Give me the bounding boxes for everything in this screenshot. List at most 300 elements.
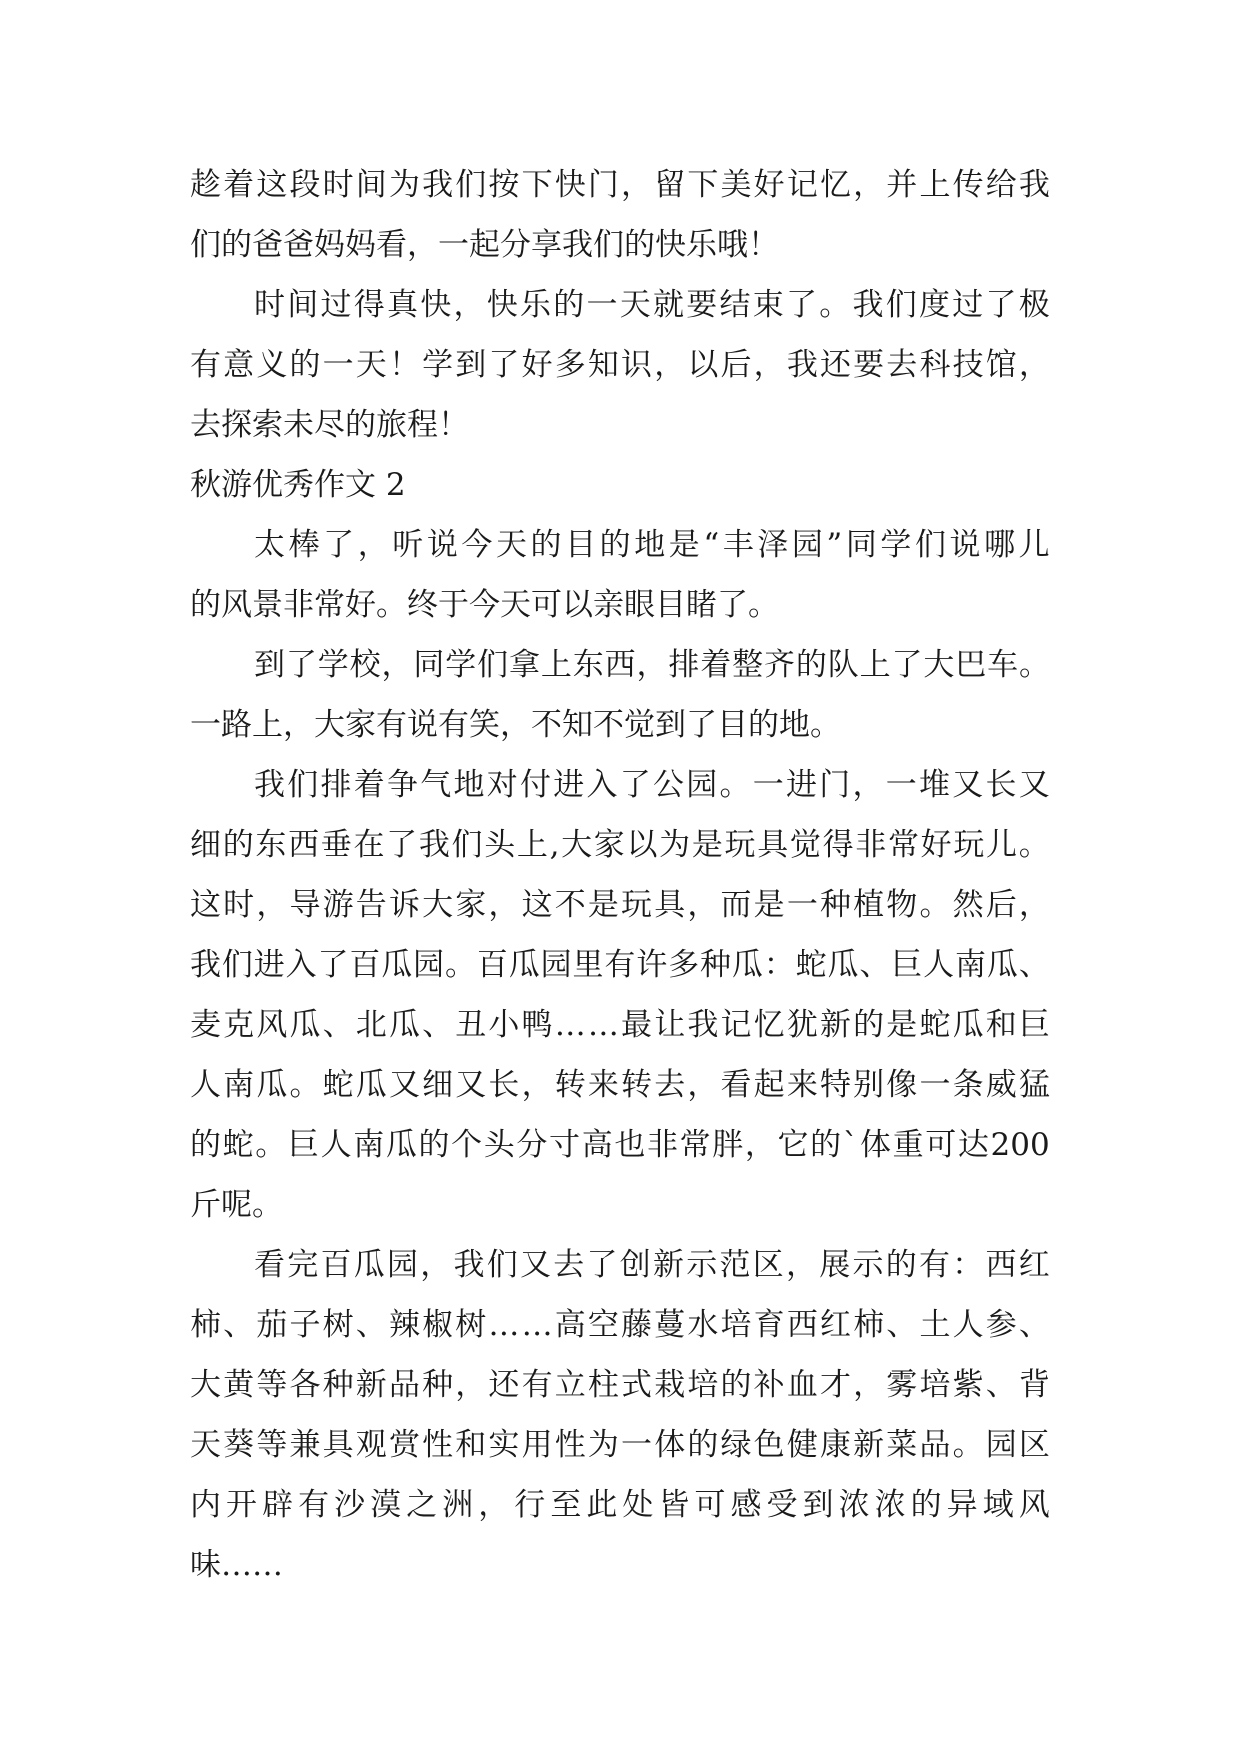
glyph: ， bbox=[478, 1487, 510, 1523]
glyph: 有 bbox=[190, 347, 221, 383]
glyph: 人 bbox=[952, 1307, 984, 1343]
glyph: 快 bbox=[420, 287, 452, 323]
glyph: 大 bbox=[422, 887, 454, 923]
glyph: 柱 bbox=[587, 1367, 619, 1403]
glyph: 一 bbox=[752, 767, 784, 803]
glyph: 式 bbox=[621, 1367, 653, 1403]
glyph: 我 bbox=[852, 287, 884, 323]
glyph: 了 bbox=[488, 347, 520, 383]
glyph: 泽 bbox=[757, 527, 789, 563]
glyph: 然 bbox=[952, 887, 984, 923]
glyph: 科 bbox=[919, 347, 951, 383]
glyph: 不 bbox=[554, 887, 586, 923]
glyph: 转 bbox=[554, 1067, 586, 1103]
glyph: 头 bbox=[483, 1127, 515, 1163]
glyph: 等 bbox=[256, 1427, 288, 1463]
glyph: 最 bbox=[621, 1007, 653, 1043]
glyph: ， bbox=[852, 767, 884, 803]
glyph: 记 bbox=[786, 167, 818, 203]
glyph: 辣 bbox=[388, 1307, 420, 1343]
glyph: 间 bbox=[355, 167, 387, 203]
text-line bbox=[190, 635, 1050, 695]
text-line bbox=[190, 815, 1050, 875]
glyph: 的 bbox=[810, 1127, 842, 1163]
glyph: 我 bbox=[786, 347, 818, 383]
text-line: 的风景非常好。终于今天可以亲眼目睹了。 bbox=[190, 587, 779, 623]
text-line: 味…… bbox=[190, 1547, 283, 1583]
text-line: 斤呢。 bbox=[190, 1187, 283, 1223]
glyph: 留 bbox=[654, 167, 686, 203]
glyph: ， bbox=[521, 1067, 553, 1103]
text-line bbox=[190, 1115, 1050, 1175]
glyph: 玩 bbox=[953, 827, 985, 863]
glyph: 还 bbox=[488, 1367, 520, 1403]
glyph: 好 bbox=[521, 347, 553, 383]
glyph: 说 bbox=[426, 527, 458, 563]
glyph: 就 bbox=[653, 287, 684, 323]
glyph: 体 bbox=[859, 1127, 891, 1163]
glyph: 范 bbox=[719, 1247, 751, 1283]
glyph: ， bbox=[381, 647, 413, 683]
glyph: 培 bbox=[919, 1367, 951, 1403]
glyph: 又 bbox=[952, 767, 984, 803]
glyph: 上 bbox=[919, 167, 951, 203]
text-line bbox=[190, 515, 1050, 575]
glyph: 拿 bbox=[509, 647, 540, 683]
glyph: 玩 bbox=[621, 887, 653, 923]
glyph: 忆 bbox=[819, 167, 851, 203]
glyph: 藤 bbox=[621, 1307, 653, 1343]
glyph: 按 bbox=[488, 167, 520, 203]
glyph: 沙 bbox=[334, 1487, 366, 1523]
glyph: 天 bbox=[190, 1427, 221, 1463]
glyph: 北 bbox=[355, 1007, 387, 1043]
glyph: 细 bbox=[190, 827, 221, 863]
glyph: 域 bbox=[982, 1487, 1014, 1523]
glyph: 而 bbox=[720, 887, 752, 923]
glyph: 新 bbox=[819, 1007, 851, 1043]
glyph: 的 bbox=[289, 347, 321, 383]
glyph: 们 bbox=[486, 1247, 518, 1283]
glyph: 天 bbox=[495, 527, 527, 563]
glyph: 分 bbox=[516, 1127, 548, 1163]
glyph: 、 bbox=[886, 1307, 918, 1343]
glyph: 南 bbox=[353, 1127, 385, 1163]
glyph: 整 bbox=[732, 647, 764, 683]
glyph: … bbox=[521, 1307, 553, 1343]
glyph: 种 bbox=[422, 1367, 454, 1403]
glyph: 的 bbox=[720, 1367, 752, 1403]
glyph: 又 bbox=[520, 1247, 551, 1283]
glyph: 了 bbox=[891, 647, 923, 683]
glyph: 的 bbox=[418, 1127, 450, 1163]
glyph: 传 bbox=[952, 167, 984, 203]
glyph: 威 bbox=[985, 1067, 1017, 1103]
glyph: 里 bbox=[572, 947, 604, 983]
glyph: 天 bbox=[355, 347, 387, 383]
text-line bbox=[190, 1235, 1050, 1295]
text-line: 去探索未尽的旅程！ bbox=[190, 407, 469, 443]
glyph: 极 bbox=[1018, 287, 1050, 323]
glyph: 蛇 bbox=[795, 947, 827, 983]
glyph: 了 bbox=[619, 767, 651, 803]
glyph: 健 bbox=[786, 1427, 818, 1463]
glyph: 堆 bbox=[919, 767, 950, 803]
glyph: 蛇 bbox=[222, 1127, 254, 1163]
glyph: ， bbox=[853, 1367, 885, 1403]
glyph: 意 bbox=[223, 347, 255, 383]
glyph: 瓜 bbox=[289, 1007, 321, 1043]
glyph: 巨 bbox=[1018, 1007, 1050, 1043]
glyph: 和 bbox=[985, 1007, 1017, 1043]
glyph: 新 bbox=[653, 1247, 684, 1283]
glyph: 人 bbox=[190, 1067, 221, 1103]
glyph: 育 bbox=[753, 1307, 785, 1343]
glyph: 康 bbox=[819, 1427, 851, 1463]
glyph: 玩 bbox=[724, 827, 756, 863]
glyph: 人 bbox=[923, 947, 955, 983]
glyph: ， bbox=[744, 1127, 776, 1163]
glyph: 园 bbox=[791, 527, 823, 563]
glyph: 下 bbox=[521, 167, 553, 203]
glyph: 以 bbox=[687, 347, 719, 383]
glyph: 去 bbox=[886, 347, 918, 383]
section-heading: 秋游优秀作文 2 bbox=[190, 467, 406, 503]
text-line bbox=[190, 995, 1050, 1055]
glyph: 排 bbox=[668, 647, 700, 683]
glyph: 小 bbox=[488, 1007, 520, 1043]
glyph: 是 bbox=[691, 827, 723, 863]
glyph: 瓜 bbox=[355, 1067, 387, 1103]
text-line bbox=[190, 935, 1050, 995]
glyph: 同 bbox=[413, 647, 445, 683]
glyph: 快 bbox=[554, 167, 586, 203]
glyph: 同 bbox=[845, 527, 877, 563]
glyph: 条 bbox=[952, 1067, 984, 1103]
glyph: 家 bbox=[593, 827, 625, 863]
glyph: ， bbox=[786, 1247, 817, 1283]
glyph: 椒 bbox=[422, 1307, 454, 1343]
glyph: 是 bbox=[668, 527, 700, 563]
glyph: 体 bbox=[654, 1427, 686, 1463]
glyph: 。 bbox=[719, 767, 751, 803]
text-line: 一路上，大家有说有笑，不知不觉到了目的地。 bbox=[190, 707, 841, 743]
glyph: 园 bbox=[540, 947, 572, 983]
glyph: 头 bbox=[484, 827, 516, 863]
glyph: 之 bbox=[406, 1487, 438, 1523]
glyph: 太 bbox=[254, 527, 285, 563]
glyph: 学 bbox=[317, 647, 349, 683]
glyph: 、 bbox=[1018, 1307, 1050, 1343]
glyph: 起 bbox=[753, 1067, 785, 1103]
glyph: 段 bbox=[289, 167, 321, 203]
glyph: … bbox=[488, 1307, 520, 1343]
glyph: 多 bbox=[668, 947, 700, 983]
glyph: 的 bbox=[853, 1007, 885, 1043]
glyph: ， bbox=[1018, 887, 1050, 923]
glyph: 了 bbox=[317, 947, 349, 983]
glyph: 是 bbox=[886, 1007, 918, 1043]
glyph: 着 bbox=[223, 167, 255, 203]
glyph: 瓜 bbox=[952, 1007, 984, 1043]
glyph: 具 bbox=[757, 827, 789, 863]
glyph: 特 bbox=[819, 1067, 851, 1103]
glyph: ！ bbox=[388, 347, 420, 383]
glyph: 南 bbox=[955, 947, 986, 983]
glyph: 、 bbox=[422, 1007, 454, 1043]
glyph: 观 bbox=[355, 1427, 387, 1463]
glyph: 着 bbox=[700, 647, 732, 683]
glyph: 得 bbox=[822, 827, 854, 863]
glyph: 克 bbox=[223, 1007, 255, 1043]
glyph: 许 bbox=[636, 947, 668, 983]
glyph: 我 bbox=[254, 767, 285, 803]
text-line bbox=[190, 1355, 1050, 1415]
glyph: 用 bbox=[521, 1427, 553, 1463]
glyph: 土 bbox=[919, 1307, 951, 1343]
text-line bbox=[190, 155, 1050, 215]
text-line bbox=[190, 1295, 1050, 1355]
glyph: 门 bbox=[819, 767, 851, 803]
glyph: 的 bbox=[885, 1247, 917, 1283]
glyph: 新 bbox=[853, 1427, 885, 1463]
glyph: 新 bbox=[355, 1367, 387, 1403]
glyph: 空 bbox=[587, 1307, 619, 1343]
glyph: 区 bbox=[1018, 1427, 1050, 1463]
glyph: 来 bbox=[587, 1067, 619, 1103]
glyph: 过 bbox=[320, 287, 352, 323]
glyph: 赏 bbox=[388, 1427, 420, 1463]
glyph: 雾 bbox=[886, 1367, 918, 1403]
glyph: ， bbox=[853, 167, 885, 203]
glyph: 丑 bbox=[455, 1007, 487, 1043]
glyph: 忆 bbox=[753, 1007, 785, 1043]
glyph: 听 bbox=[392, 527, 424, 563]
glyph: 并 bbox=[886, 167, 918, 203]
glyph: 个 bbox=[451, 1127, 483, 1163]
glyph: 葵 bbox=[223, 1427, 255, 1463]
glyph: 有 bbox=[521, 1367, 553, 1403]
glyph: 看 bbox=[254, 1247, 285, 1283]
glyph: 在 bbox=[353, 827, 385, 863]
glyph: 气 bbox=[420, 767, 452, 803]
glyph: 的 bbox=[599, 527, 631, 563]
glyph: 血 bbox=[786, 1367, 818, 1403]
glyph: 去 bbox=[553, 1247, 585, 1283]
glyph: 家 bbox=[455, 887, 487, 923]
glyph: 才 bbox=[819, 1367, 851, 1403]
glyph: 常 bbox=[887, 827, 919, 863]
glyph: 性 bbox=[554, 1427, 586, 1463]
document-page bbox=[190, 155, 1050, 1595]
glyph: 们 bbox=[221, 947, 253, 983]
glyph: 到 bbox=[254, 647, 285, 683]
glyph: ， bbox=[453, 287, 485, 323]
glyph: 们 bbox=[287, 767, 319, 803]
glyph: 细 bbox=[422, 1067, 454, 1103]
glyph: 至 bbox=[550, 1487, 582, 1523]
glyph: 队 bbox=[827, 647, 859, 683]
glyph: 我 bbox=[453, 1247, 485, 1283]
glyph: 示 bbox=[686, 1247, 718, 1283]
glyph: 。 bbox=[919, 887, 951, 923]
glyph: 。 bbox=[1019, 647, 1050, 683]
glyph: 园 bbox=[985, 1427, 1017, 1463]
glyph: 树 bbox=[455, 1307, 487, 1343]
glyph: 补 bbox=[753, 1367, 785, 1403]
glyph: 以 bbox=[626, 827, 658, 863]
glyph: ， bbox=[455, 1367, 487, 1403]
glyph: 进 bbox=[786, 767, 817, 803]
glyph: 风 bbox=[256, 1007, 288, 1043]
glyph: 进 bbox=[253, 947, 285, 983]
glyph: 巨 bbox=[891, 947, 923, 983]
glyph: 知 bbox=[587, 347, 619, 383]
glyph: 下 bbox=[687, 167, 719, 203]
glyph: 垂 bbox=[320, 827, 352, 863]
glyph: 有 bbox=[298, 1487, 330, 1523]
glyph: 行 bbox=[514, 1487, 546, 1523]
glyph: 瓜 bbox=[827, 947, 859, 983]
glyph: 物 bbox=[886, 887, 918, 923]
glyph: 紫 bbox=[952, 1367, 984, 1403]
glyph: 时 bbox=[223, 887, 255, 923]
glyph: 了 bbox=[285, 647, 317, 683]
glyph: ， bbox=[687, 1067, 719, 1103]
glyph: 开 bbox=[226, 1487, 258, 1523]
glyph: 大 bbox=[923, 647, 955, 683]
glyph: 技 bbox=[952, 347, 984, 383]
glyph: 我 bbox=[422, 167, 454, 203]
glyph: 等 bbox=[256, 1367, 288, 1403]
glyph: 一 bbox=[586, 287, 618, 323]
glyph: 柿 bbox=[190, 1307, 221, 1343]
glyph: 百 bbox=[349, 947, 381, 983]
glyph: 识 bbox=[621, 347, 653, 383]
glyph: 时 bbox=[322, 167, 354, 203]
glyph: ， bbox=[1018, 347, 1050, 383]
glyph: 风 bbox=[1018, 1487, 1050, 1523]
glyph: ， bbox=[256, 887, 288, 923]
glyph: 一 bbox=[621, 1427, 653, 1463]
glyph: 游 bbox=[322, 887, 354, 923]
glyph: 瓜 bbox=[385, 1127, 417, 1163]
glyph: 去 bbox=[654, 1067, 686, 1103]
glyph: 红 bbox=[1018, 1247, 1050, 1283]
glyph: 。 bbox=[1018, 827, 1050, 863]
glyph: 的 bbox=[795, 647, 827, 683]
glyph: 绿 bbox=[720, 1427, 752, 1463]
glyph: 柿 bbox=[853, 1307, 885, 1343]
glyph: 高 bbox=[554, 1307, 586, 1343]
glyph: 浓 bbox=[874, 1487, 906, 1523]
glyph: 种 bbox=[819, 887, 851, 923]
text-line bbox=[190, 335, 1050, 395]
glyph: 区 bbox=[752, 1247, 784, 1283]
glyph: 趁 bbox=[190, 167, 221, 203]
glyph: 性 bbox=[422, 1427, 454, 1463]
glyph: 有 bbox=[919, 1247, 950, 1283]
glyph: 对 bbox=[486, 767, 518, 803]
glyph: 们 bbox=[455, 167, 487, 203]
glyph: 。 bbox=[952, 1427, 984, 1463]
glyph: 犹 bbox=[786, 1007, 818, 1043]
glyph: 的 bbox=[687, 1427, 719, 1463]
glyph: 瓜 bbox=[388, 1007, 420, 1043]
glyph: 瓜 bbox=[508, 947, 540, 983]
glyph: 漠 bbox=[370, 1487, 402, 1523]
glyph: 具 bbox=[654, 887, 686, 923]
glyph: ， bbox=[753, 347, 785, 383]
glyph: 菜 bbox=[886, 1427, 918, 1463]
glyph: 长 bbox=[488, 1067, 520, 1103]
glyph: 付 bbox=[520, 767, 551, 803]
glyph: ， bbox=[488, 887, 520, 923]
glyph: 、 bbox=[223, 1307, 255, 1343]
glyph: 、 bbox=[322, 1007, 354, 1043]
glyph: ” bbox=[826, 527, 843, 563]
glyph: 棒 bbox=[288, 527, 320, 563]
glyph: 束 bbox=[752, 287, 784, 323]
text-line bbox=[190, 275, 1050, 335]
glyph: ： bbox=[952, 1247, 984, 1283]
glyph: 我 bbox=[687, 1007, 719, 1043]
glyph: 一 bbox=[786, 887, 818, 923]
glyph: 瓜 bbox=[731, 947, 763, 983]
glyph: 得 bbox=[353, 287, 385, 323]
glyph: 植 bbox=[853, 887, 885, 923]
glyph: 、 bbox=[859, 947, 891, 983]
glyph: 地 bbox=[634, 527, 666, 563]
glyph: 园 bbox=[413, 947, 445, 983]
glyph: 此 bbox=[586, 1487, 618, 1523]
glyph: 大 bbox=[561, 827, 593, 863]
glyph: 背 bbox=[1018, 1367, 1050, 1403]
glyph: 到 bbox=[455, 347, 487, 383]
glyph: 蔓 bbox=[654, 1307, 686, 1343]
glyph: 儿 bbox=[1018, 527, 1050, 563]
glyph: 非 bbox=[855, 827, 887, 863]
glyph: 。 bbox=[445, 947, 476, 983]
glyph: 蛇 bbox=[919, 1007, 951, 1043]
glyph: 巨 bbox=[287, 1127, 319, 1163]
glyph: 的 bbox=[530, 527, 562, 563]
glyph: 可 bbox=[694, 1487, 726, 1523]
glyph: 一 bbox=[885, 767, 917, 803]
glyph: ， bbox=[357, 527, 389, 563]
glyph: 乐 bbox=[520, 287, 551, 323]
glyph: 。 bbox=[819, 287, 851, 323]
glyph: 、 bbox=[985, 1367, 1017, 1403]
glyph: 好 bbox=[920, 827, 952, 863]
glyph: ， bbox=[687, 887, 719, 923]
text-line bbox=[190, 1415, 1050, 1475]
glyph: 栽 bbox=[654, 1367, 686, 1403]
glyph: 今 bbox=[461, 527, 493, 563]
glyph: 是 bbox=[587, 887, 619, 923]
glyph: 这 bbox=[521, 887, 553, 923]
glyph: 异 bbox=[946, 1487, 978, 1523]
glyph: 为 bbox=[388, 167, 420, 203]
glyph: 诉 bbox=[388, 887, 420, 923]
glyph: 后 bbox=[720, 347, 752, 383]
glyph: 瓜 bbox=[381, 947, 413, 983]
glyph: 多 bbox=[554, 347, 586, 383]
glyph: 。 bbox=[289, 1067, 321, 1103]
glyph: 进 bbox=[553, 767, 585, 803]
glyph: 有 bbox=[604, 947, 636, 983]
glyph: 学 bbox=[880, 527, 912, 563]
